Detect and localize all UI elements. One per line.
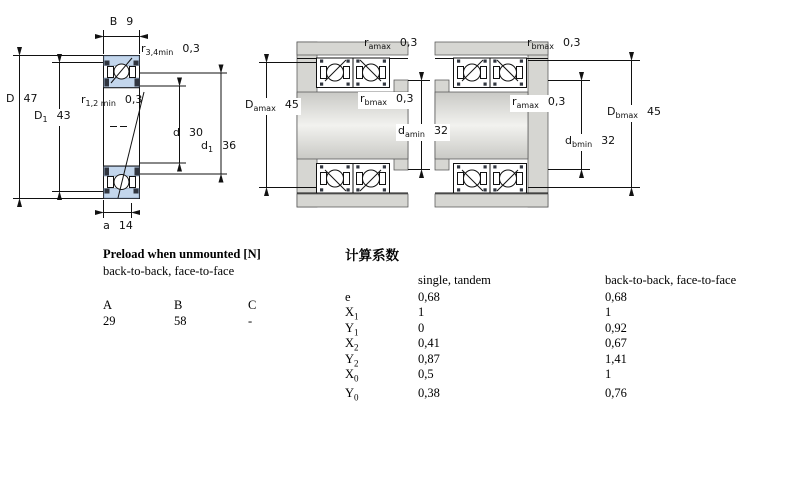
preload-col-C: C <box>248 298 257 312</box>
dim-label-r12min: $r_{1,2 min}$ 0,3 <box>81 93 143 109</box>
calculation-factors-table <box>345 244 765 401</box>
dim-label-Damax: $D_{amax}$ 45 <box>245 98 299 114</box>
factors-row-X2: $X_2$ 0,41 0,67 <box>345 336 627 353</box>
preload-table <box>103 247 303 329</box>
factors-row-X0: $X_0$ 0,5 1 <box>345 367 612 384</box>
dim-label-rbmax-fig2: $r_{bmax}$ 0,3 <box>360 92 414 108</box>
preload-table-header-row <box>103 298 303 313</box>
factors-table-title: 计算系数 <box>345 248 399 263</box>
preload-table-title: Preload when unmounted [N] <box>103 247 261 261</box>
factors-row-Y1: $Y_1$ 0 0,92 <box>345 320 627 337</box>
dim-label-r34min: $r_{3,4min}$ 0,3 <box>141 42 200 58</box>
dim-label-B: B 9 <box>109 15 134 28</box>
dim-label-a: a 14 <box>103 219 133 232</box>
dim-label-D1: $D_1$ 43 <box>34 109 71 125</box>
dim-label-damin: $d_{amin}$ 32 <box>398 124 448 140</box>
preload-value-A: 29 <box>103 314 116 328</box>
factors-row-Y2: $Y_2$ 0,87 1,41 <box>345 351 627 368</box>
dim-label-Dbmax: $D_{bmax}$ 45 <box>607 105 661 121</box>
dim-label-ramax-fig3: $r_{amax}$ 0,3 <box>512 95 566 111</box>
preload-value-C: - <box>248 314 253 328</box>
dim-label-D: D 47 <box>6 92 38 105</box>
figure-mounting-arrangement-b <box>435 42 640 207</box>
factors-row-e: e 0,68 0,68 <box>345 289 627 304</box>
preload-table-subtitle: back-to-back, face-to-face <box>103 264 235 278</box>
preload-col-B: B <box>174 298 183 312</box>
factors-row-X1: $X_1$ 1 1 <box>345 305 612 322</box>
dim-label-rbmax-fig3: $r_{bmax}$ 0,3 <box>527 36 581 52</box>
factors-row-Y0: $Y_0$ 0,38 0,76 <box>345 385 627 402</box>
dim-label-d1: $d_1$ 36 <box>201 139 237 155</box>
preload-table-value-row <box>103 314 303 329</box>
factors-col1-header: single, tandem <box>418 273 491 287</box>
dim-label-ramax-fig2: $r_{amax}$ 0,3 <box>364 36 418 52</box>
preload-col-A: A <box>103 298 113 312</box>
factors-col2-header: back-to-back, face-to-face <box>605 273 737 287</box>
dim-label-dbmin: $d_{bmin}$ 32 <box>565 134 616 150</box>
dim-label-d: d 30 <box>173 126 203 139</box>
preload-value-B: 58 <box>174 314 187 328</box>
factors-table-header-row <box>345 273 765 289</box>
